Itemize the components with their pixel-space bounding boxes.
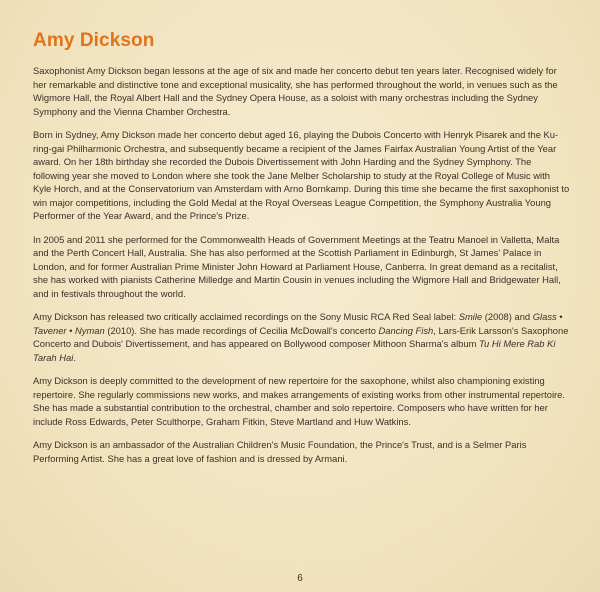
paragraph-text-segment: . [73,351,76,363]
page-number: 6 [297,573,303,584]
paragraph-recordings [33,310,570,364]
italic-title-text: Smile [458,311,483,322]
italic-title-text: Tu Hi Mere Rab Ki Tarah Hai [33,338,556,363]
paragraph-text-segment: (2008) and [482,311,533,322]
paragraph-early-career: Born in Sydney, Amy Dickson made her concerto debut aged 16, playing the Dubois Concerto with Henryk Pisarek and the Ku-ring-gai Philharmonic Orchestra, and subsequently became a recipient of the James Fairfax Australian Young Artist of the Year award. On her 18th birthday she recorded the Dubois Divertissement with John Harding and the Sydney Symphony. The following year she moved to London where she took the Jane Melber Scholarship to study at the Royal College of Music with Kyle Horch, and at the Conservatorium van Amsterdam with Arno Bornkamp. During this time she became the first saxophonist to win major competitions, including the Gold Medal at the Royal Overseas League Competition, the Symphony Australia Young Performer of the Year Award, and the Prince's Prize. [33,129,570,221]
paragraph-repertoire: Amy Dickson is deeply committed to the development of new repertoire for the saxophone, whilst also championing existing repertoire. She regularly commissions new works, and makes arrangements of existing works from other instrumental repertoire. She has made a substantial contribution to the orchestral, chamber and solo repertoire. Composers who have written for her include Ross Edwards, Peter Sculthorpe, Graham Fitkin, Steve Martland and Huw Watkins. [33,375,565,427]
paragraph-text-segment: Amy Dickson has released two critically acclaimed recordings on the Sony Music RCA Red Seal label: [33,311,459,322]
italic-title-text: Dancing Fish [378,324,434,336]
paragraph-ambassador: Amy Dickson is an ambassador of the Australian Children's Music Foundation, the Prince's Trust, and is a Selmer Paris Performing Artist. She has a great love of fashion and is dressed by Armani. [33,439,527,464]
paragraph-performances: In 2005 and 2011 she performed for the Commonwealth Heads of Government Meetings at the Teatru Manoel in Valletta, Malta and the Perth Concert Hall, Australia. She has also performed at the Scottish Parliament in Edinburgh, St James' Palace in London, and for former Australian Prime Minister John Howard at Parliament House, Canberra. In great demand as a recitalist, she has worked with pianists Catherine Milledge and Martin Cousin in venues including the Wigmore Hall and Bridgewater Hall, and in festivals throughout the world. [33,233,561,299]
page-title: Amy Dickson [33,30,155,51]
paragraph-text-segment: (2010). She has made recordings of Cecilia McDowall's concerto [104,324,379,336]
paragraph-text-segment: , Lars-Erik Larsson's Saxophone Concerto and Dubois' Divertissement, and has appeared on Bollywood composer Mithoon Sharma's album [33,324,569,349]
italic-title-text: Glass • Tavener • Nyman [33,311,563,336]
paragraph-intro: Saxophonist Amy Dickson began lessons at the age of six and made her concerto debut ten years later. Recognised widely for her remarkable and distinctive tone and exceptional musicality, she has performed throughout the world, in venues such as the Wigmore Hall, the Royal Albert Hall and the Sydney Opera House, as a soloist with many orchestras including the Sydney Symphony and the Vienna Chamber Orchestra. [33,65,558,117]
